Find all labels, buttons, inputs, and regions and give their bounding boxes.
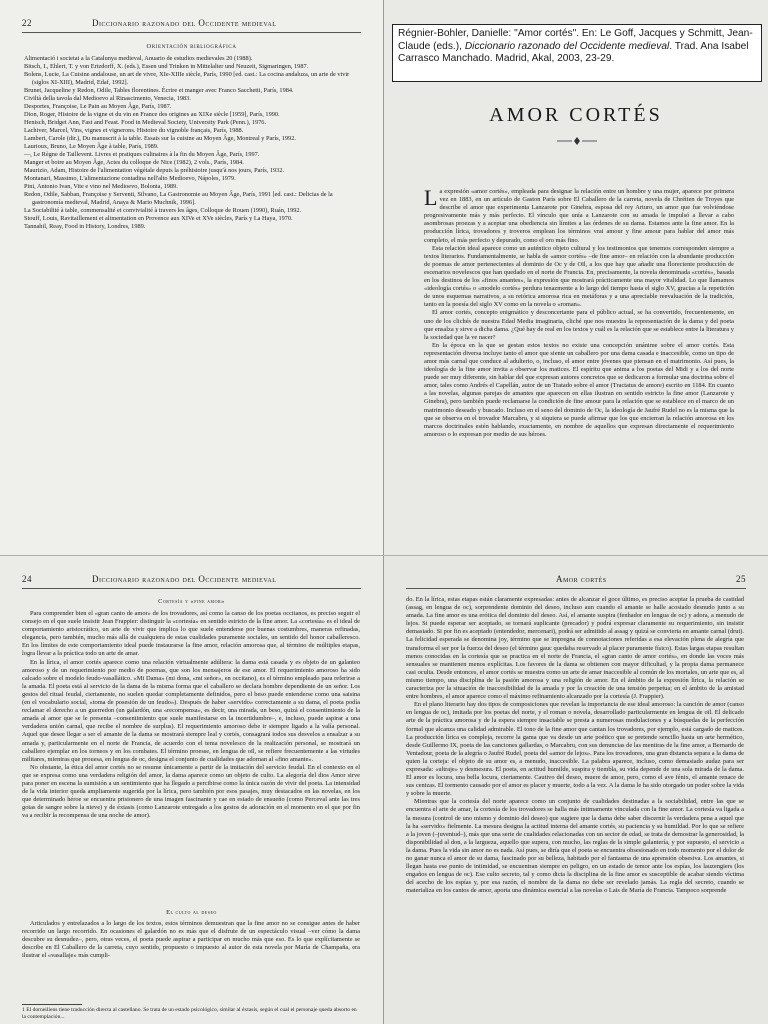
bibliography-entry: Civiltà della tavola dal Medioevo al Rinascimento, Venecia, 1983.: [24, 95, 191, 102]
article-intro-text: [424, 188, 734, 439]
footnote-rule: [22, 1004, 82, 1005]
paragraph: Esta relación ideal aparece como un auténtico objeto cultural y los testimonios que tenemos corresponden siempre a textos literarios. Fundamentalmente, se habla de «amor cortés» –de fine amor– en relación con la abundante producción de poemas de amor pertenecientes al dominio de Oc y de Oïl, a los que hay que añadir una floreciente producción de escenarios novelescos que han quedado en el norte de Francia. En, precisamente, la novela denominada «cortés», basada en los destinos de los «finos amantes», la expresión que mostrará prácticamente una mayor vitalidad. Lo que llamamos «ideología cortés» o «modelo cortés» perdura tenazmente a lo largo del tiempo hasta el siglo XV, gracias a la repetición de unos esquemas narrativos, a su retórica amorosa rica en metáforas y a una apreciable reevaluación de la tradición, tanto en la poesía del siglo XV como en la novela o «roman».: [424, 244, 734, 309]
page-24: [0, 556, 383, 1024]
drop-cap: L: [424, 188, 438, 210]
page-number: 25: [736, 574, 746, 584]
bibliography-entry: Brunet, Jacqueline y Redon, Odile, Tables florentines. Écrire et manger avec Franco Sacchetti, París, 1984.: [24, 87, 294, 94]
paragraph: El amor cortés, concepto enigmático y desconcertante para el público actual, se ha convertido, frecuentemente, en uno de los clichés de nuestra Edad Media imaginaria, cliché que nos muestra la representación de la dama y del poeta que ensalza y sirve a dicha dama. ¿Qué hay de real en los textos y cuál es la relación que se establece entre la literatura y la sociedad que la ve nacer?: [424, 309, 734, 341]
section-heading: Orientación bibliográfica: [146, 43, 237, 50]
bibliography-entry: Manger et boire au Moyen Âge, Actes du colloque de Nice (1982), 2 vols., París, 1984.: [24, 159, 244, 166]
page-22: [0, 0, 383, 555]
paragraph: do. En la lírica, estas etapas están claramente expresadas: antes de alcanzar el goce último, es preciso aceptar la prueba de castidad (assag, en lengua de oc), sorprendente dominio del deseo, incluso aun cuando el amante se halle acostado desnudo junto a su amada. La fine amor es una erótica del dominio del deseo. Así, el amante suspira (fenhador en lengua de oc) y adora, a menudo de lejos. Si puede esperar ser aceptado, se tornará suplicante (precador) y podrá expresar claramente su requerimiento, sin insistir demasiado. Si por fin es aceptado (entendedor, mercenari), podrá ser admitido al assag y quizá se convierta en amante carnal (drut). La felicidad esperada se denomina joy, término que se impregna de connotaciones referidas a esa elevación plena de alegría que transforma el ser por la fuerza del deseo (el término gauc quedaba reservado al placer puramente físico). Estas largas etapas resultan menos conocidas en la cortesía que se practica en el norte de Francia, el «gran canto de amor cortés», en donde las voces más sensuales se mantienen menos explícitas. Los favores de la dama se obtienen con mayor dificultad, y la propia dama permanece casi oculta. Desde entonces, el amor cortés se muestra como un arte de amar inaccesible al común de los mortales, un arte que es, al mismo tiempo, una disciplina de la pasión amorosa y una religión de amor. En el ámbito de la expresión lírica, la relación se caracteriza por la situación de inaccesibilidad de la amada y por la creación de una tensión perpetua; en el ámbito de la amistad entre hombres, el amor aparece como el máximo refinamiento alcanzado por la cortesía (J. Frappier).: [406, 596, 744, 701]
running-head-title: Diccionario razonado del Occidente medieval: [92, 18, 277, 28]
paragraph: La expresión «amor cortés», empleada para designar la relación entre un hombre y una mujer, aparece por primera vez en 1883, en un artículo de Gaston París sobre El Caballero de la carreta, novela de Chrétien de Troyes que describe el amor que experimenta Lanzarote por Ginebra, esposa del rey Arturo, un amor que fue volviéndose progresivamente más y más perfecto. El vínculo que unía a Lanzarote con su amada le impulsó a llevar a cabo asombrosas proezas y a aceptar una obediencia sin límites a las órdenes de su dama. Estamos ante la fine amor. En la producción lírica, trovadores y troveros emplean los términos vrai amour y fine amour para hablar del amor más completo, el más perfecto y depurado, como el oro más fino.: [424, 188, 734, 244]
running-head-title: Diccionario razonado del Occidente medieval: [92, 574, 277, 584]
citation-book-title: Diccionario razonado del Occidente medieval: [464, 40, 670, 52]
page-24-text-2: [22, 920, 360, 960]
bibliography-entry: Henisch, Bridget Ann, Fast and Feast. Food in Medieval Society, University Park (Penn.), 1976.: [24, 119, 266, 126]
bibliography-entry: Maurizio, Adam, Histoire de l'alimentation végétale depuis la préhistoire jusqu'à nos jours, París, 1932.: [24, 167, 285, 174]
bibliography-entry: Lachiver, Marcel, Vins, vignes et vignerons. Histoire du vignoble français, París, 1988.: [24, 127, 244, 134]
article-title: AMOR CORTÉS: [489, 104, 663, 126]
bibliography-entry: Bolens, Lucie, La Cuisine andalouse, un art de vivre, XIe-XIIIe siècle, París, 1990 [ed. cast.: La cocina andaluza, un arte de vivir (siglos XI-XIII), Madrid, Edaf, 1992].: [24, 71, 350, 86]
bibliography-entry: Alimentació i societat a la Catalunya medieval, Anuario de estudios medievales 20 (1988).: [24, 55, 253, 62]
page-title-amor-cortes: [384, 0, 768, 555]
paragraph: No obstante, la ética del amor cortés no se resume únicamente a partir de la imitación del servicio feudal. En el contexto en el que se expresa como una verdadera religión del amor, la dama aparece como un objeto de culto. La alegoría del dios Amor sirve para poner en escena la sumisión a un sentimiento que ha llegado a percibirse como la única razón de vivir del poeta. La intensidad de la vida interior queda ampliamente sugerida por la lírica, pero también por esos pasajes, muy destacados en las novelas, en los que determinado héroe se encuentra prisionero de una imagen fascinante y cae en estado de ensueño (como Perceval ante las tres gotas de sangre sobre la nieve) y de éxtasis (como Lanzarote entregado a los gestos de adoración en el momento en el que por fin va a recibir la recompensa de una noche de amor).: [22, 763, 360, 820]
footnote: 1 El dorneiliens tiene traducción directa al castellano. Se trata de un estado psicológico, similar al éxtasis, según el cual el personaje queda absorto en la contemplación...: [22, 1007, 357, 1020]
paragraph: Para comprender bien el «gran canto de amor» de los trovadores, así como la canso de los poetas occitanos, es preciso seguir el consejo en el que suele insistir Jean Frappier: distinguir la «cortesía» en sentido estricto de la fine amor. La «cortesía» es el ideal de comportamiento aristocrático, un arte de vivir que implica lo que suele entenderse por buenas costumbres, maneras refinadas, elegancia, pero también, mucho más allá de cualquiera de estas cualidades puramente sociales, un sentido del honor caballeresco. En los límites de este comportamiento ideal puede instaurarse la fine amor, relación amorosa que, al término de múltiples etapas, logra llevar a la práctica todo un arte de amar.: [22, 610, 360, 658]
page-number: 22: [22, 18, 32, 28]
header-rule: [22, 32, 361, 33]
bibliography-entry: La Sociabilité à table, commensalité et convivialité à travers les âges, Colloque de Rouen (1990), Ruán, 1992.: [24, 207, 302, 214]
page-25: [384, 556, 768, 1024]
header-rule: [22, 588, 361, 589]
citation-publication: . Trad. Ana Isabel Carrasco Manchado. Madrid, Akal, 2003, 23-29.: [398, 40, 749, 64]
bibliography-entry: Bitsch, I., Ehlert, T. y von Ertzdorff, X. (eds.), Essen und Trinken in Mittelalter und Neuzeit, Sigmaringen, 1987.: [24, 63, 309, 70]
paragraph: En el plano literario hay dos tipos de composiciones que revelan la importancia de ese ideal amoroso: la canción de amor (canso en lengua de oc), imitada por los poetas del norte, y el roman o novela, desarrollado particularmente en lengua de oïl. El delicado arte de la práctica amorosa y de la espera siempre insaciable se presta a numerosas modulaciones y a búsquedas de la perfección formal que alcanza una calidad admirable. El tono de la fine amor que cantan los trovadores, por ejemplo, está cargado de matices. La producción lírica es compleja, recorre la gama que va desde un arte poético que se pretende sencillo hasta un arte hermético, desde Guillermo IX, poeta de las canciones gallardas, o Marcabru, con sus denuncias de las mentiras de la fine amor, a Bernardo de Ventadour, poeta de la alegría o Jaufré Rudel, poeta del «amor de lejos». Para los trovadores, una gran distancia separa a la dama de quien la corteja: el objeto de su amor es, a menudo, inaccesible. La palabra aparece, incluso, como demasiado audaz para ser expresada: «ultraje» y desmesura. El poeta, en actitud humilde, suspira y tiembla, su vida depende de una sola mirada de la dama. El amor es locura, una bella locura, ciertamente. Cautivo del deseo, muere de amor, pero, como el ave fénix, el amante renace de sus cenizas. El tormento causado por el amor es placer y muerte, todo a la vez. A la dama le ha sido otorgado un poder sobre la vida y sobre la muerte.: [406, 701, 744, 798]
bibliography-entry: Montanari, Massimo, L'alimentazione contadina nell'alto Medioevo, Nápoles, 1979.: [24, 175, 236, 182]
header-rule: [406, 588, 746, 589]
page-24-text: [22, 610, 360, 820]
bibliography-entry: Pini, Antonio Ivan, Vite e vino nel Medioevo, Bolonia, 1989.: [24, 183, 178, 190]
bibliography-entry: Lambert, Carole (dir.), Du manuscrit à la table. Essais sur la cuisine au Moyen Âge, Montreal y París, 1992.: [24, 135, 296, 142]
bibliography-entry: Laurioux, Bruno, Le Moyen Âge à table, París, 1989.: [24, 143, 159, 150]
bibliography-entry: Stouff, Louis, Ravitaillement et alimentation en Provence aux XIVe et XVe siècles, París y La Haya, 1970.: [24, 215, 293, 222]
bibliography-entry: Redon, Odile, Sabban, Françoise y Serventi, Silvano, La Gastronomie au Moyen Âge, París, 1991 [ed. cast.: Delicias de la gastronomía medieval, Madrid, Anaya & Mario Muchnik, 1996].: [24, 191, 333, 206]
paragraph: Mientras que la cortesía del norte aparece como un conjunto de cualidades destinadas a la sociabilidad, entre las que se encuentra el arte de amar, la cortesía de los trovadores se halla más íntimamente vinculada con la fine amor. La cortesía va ligada a la mesura (control de uno mismo y dominio del deseo) que sugiere que la dama debe saber discernir la verdadera pena a aquel que la ha «servido» fielmente. La mesura designa la actitud interna del amante cortés, su paciencia y su humildad. Por lo que se refiere a la joven (–juventud–), más que una serie de cualidades relacionadas con un sector de edad, se trata de demostrar la generosidad, la disponibilidad al don, a la largueza, aquello que supera, con mucho, las reglas de la simple galantería, y por supuesto, el servicio a la dama. Pues la vida sin amor no es nada. Así pues, se diría que el poeta se encuentra obsesionado en todo momento por el dolor de no ganar nunca el amor de su dama, fascinado por su belleza, habitado por el fantasma de una aprensión obsesiva. Los amantes, si llegan hasta ese punto de intimidad, se encuentran siempre en peligro, en un estado de temor ante los espías, los lauzengiers (los engaños en lengua de oc). Ese culto secreto, tal y como dicta la disciplina de la fine amor es susceptible de acabar siendo víctima del acecho de los espías y, por esa razón, el nombre de la dama no debe ser revelado jamás. La regla del secreto, cuando se materializa en los cantos de amor, aporta una dinámica esencial a las novelas o Lais de María de Francia. Tampoco sorprende: [406, 798, 744, 895]
bibliography-entry: Tannahil, Reay, Food in History, Londres, 1989.: [24, 223, 146, 230]
bibliography-entry: Desportes, Françoise, Le Pain au Moyen Âge, París, 1987.: [24, 103, 172, 110]
bibliography-entry: —, Le Règne de Taillevent. Livres et pratiques culinaires à la fin du Moyen Âge, París, 1997.: [24, 151, 260, 158]
bibliography-list: [24, 55, 359, 231]
bibliography-entry: Dion, Roger, Histoire de la vigne et du vin en France des origines au XIXe siècle [1959], París, 1990.: [24, 111, 280, 118]
page-25-text: [406, 596, 744, 895]
paragraph: En la lírica, el amor cortés aparece como una relación virtualmente adúltera: la dama está casada y es objeto de un galanteo amoroso y de un requerimiento por medio de poemas, que son los mensajeros de ese amor. El requerimiento amoroso ha sido calcado sobre el modelo feudo-vasallático. «Mi Dama» (mi dona, «mi señor», en occitano), es el término empleado para referirse a la amada. El poeta está al servicio de la dama de la misma forma que el caballero se declara hombre dependiente de un señor. Los gestos del ritual feudal, ciertamente, no suelen quedar completamente definidos, pero el beso puede entenderse como una saisina (en el vocabulario social, «toma de posesión de un feudo»). Después de haber «servido» correctamente a su dama, el poeta podía reclamar el derecho a un guerredon (un galardón, una «recompensa», es decir, una mirada, un beso, quizá el consentimiento de la amada al amor que se le presenta –consentimiento que suele manifestarse en la incertidumbre–, e, incluso, puede aspirar a una verdadera unión carnal, que recibe el nombre de surplus). El requerimiento amoroso debe ir siempre ligado a la valía personal. Aquel que desee llegar a ser el amante de la dama se mostrará siempre leal y cortés, consagrará todos sus desvelos a ensalzar a su amada y, particularmente en el norte de Francia, de acuerdo con el tema novelesco de la realización personal, se mostrará un caballero ejemplar en los torneos y en los combates. El término proesse, en lengua de oïl, se refiere frecuentemente a las virtudes militares, mientras que prouesa, en lengua de oc, designa el conjunto de cualidades que adornan al «fino amante».: [22, 658, 360, 763]
paragraph: En la época en la que se gestan estos textos no existe una concepción unánime sobre el amor cortés. Esta representación diversa incluye tanto el amor que siente un caballero por una dama casada e inaccesible, como un tipo de amor más carnal que conduce al adulterio, o, incluso, el amor entre jóvenes que piensan en el matrimonio. Así pues, la ideología de la fine amor invita a observar los matices. El espíritu que anima a los poetas del Midi y a los del norte puede ser muy diferente, sin hablar del que expresan autores concretos que se dedicaron a formular una doctrina sobre el amor, tales como Andrés el Capellán, autor de un Tratado sobre el amor (Tractatus de amore) escrito en 1184. En cuanto a las novelas, algunas parejas de amantes que aparecen en ellas ilustran en sentido estricto la fine amor (Lanzarote y Ginebra), pero también puede reclamarse la condición de fine amour para la relación que se establece en el marco de un matrimonio deseado y buscado. Incluso en el seno del dominio de Oc, la ideología de Jaufré Rudel no es la misma que la que se observa en el trovador Marcabru, y si siquiera se puede afirmar que los que encierran la relación amorosa en los marcos doctrinales estén hablando, exactamente, en nombre de aquellos que expresan directamente el requerimiento amoroso o lo expresan por medio de sus héroes.: [424, 341, 734, 438]
paragraph: Articulados y entrelazados a lo largo de los textos, estos términos demuestran que la fine amor no se consigue antes de haber recorrido un largo recorrido. En ocasiones el galardón no es más que el disfrute de un espectáculo visual –ver cómo la dama descubre su desnudez–, pero, otras veces, el poeta puede aspirar a participar en mucho más que eso. Es lo que explícitamente se describe en El Caballero de la carreta, cuyo sentido, propuesto o impuesto al autor de esta novela por María de Champaña, era ilustrar el «vasallaje» más cumpli-: [22, 920, 360, 960]
section-heading-2: El culto al deseo: [166, 909, 217, 916]
ornament-icon: [557, 136, 597, 146]
section-heading: Cortesía y «fine amor»: [158, 598, 225, 605]
citation-authors: Régnier-Bohler, Danielle: "Amor cortés". En: Le Goff, Jacques y Schmitt, Jean-Claude (eds.),: [398, 28, 753, 52]
citation-box: [392, 24, 762, 82]
page-number: 24: [22, 574, 32, 584]
running-head-title: Amor cortés: [556, 574, 607, 584]
